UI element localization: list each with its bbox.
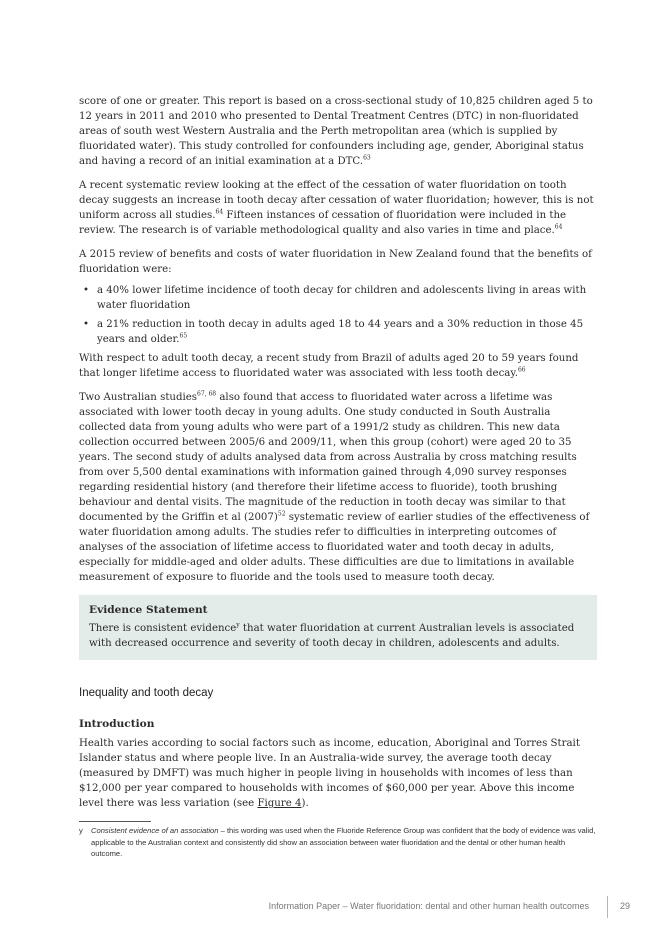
reference-superscript: 64 <box>215 208 224 216</box>
footnote-mark: y <box>79 826 83 835</box>
paragraph-cross-sectional-study <box>79 94 597 169</box>
footnote-text: – this wording was used when the Fluoride Reference Group was confident that the body of evidence was valid, applicable to the Australian context and consistently did show an association between water fluoridation and the dental or other human health outcome. <box>91 826 596 858</box>
paragraph-health-inequality <box>79 736 597 811</box>
list-item-text: a 21% reduction in tooth decay in adults aged 18 to 44 years and a 30% reduction in those 45 years and older. <box>97 319 584 345</box>
paragraph-brazil-study <box>79 351 597 381</box>
evidence-statement-text <box>89 621 587 651</box>
reference-superscript: 65 <box>179 332 188 340</box>
paragraph-text: score of one or greater. This report is based on a cross-sectional study of 10,825 children aged 5 to 12 years in 2011 and 2010 who presented to Dental Treatment Centres (DTC) in non-fluoridated areas of south west Western Australia and the Perth metropolitan area (which is supplied by fluoridated water). This study controlled for confounders including age, gender, Aboriginal status and having a record of an initial examination at a DTC. <box>79 96 593 167</box>
footer-document-title: Information Paper – Water fluoridation: dental and other human health outcomes <box>268 901 589 911</box>
paragraph-new-zealand-review: A 2015 review of benefits and costs of water fluoridation in New Zealand found that the benefits of fluoridation were: <box>79 249 592 275</box>
footnote <box>79 825 597 860</box>
section-heading: Inequality and tooth decay <box>79 687 214 699</box>
evidence-text: that water fluoridation at current Australian levels is associated with decreased occurrence and severity of tooth decay in children, adolescents and adults. <box>89 623 575 649</box>
reference-superscript: 66 <box>517 366 526 374</box>
paragraph-systematic-review <box>79 178 597 238</box>
footnote-divider <box>79 821 151 822</box>
paragraph-australian-studies <box>79 390 597 585</box>
bullet-icon: • <box>83 285 90 296</box>
evidence-statement-box <box>79 595 597 660</box>
paragraph-text: With respect to adult tooth decay, a recent study from Brazil of adults aged 20 to 59 years found that longer lifetime access to fluoridated water was associated with less tooth decay. <box>79 353 579 379</box>
footnote-term: Consistent evidence of an association <box>91 826 219 835</box>
page-content <box>79 94 597 860</box>
bullet-icon: • <box>83 319 90 330</box>
paragraph-text: Health varies according to social factors such as income, education, Aboriginal and Torres Strait Islander status and where people live. In an Australia-wide survey, the average tooth decay (measured by DMFT) was much higher in people living in households with incomes of less than $12,000 per year compared to households with incomes of $60,000 per year. Above this income level there was less variation (see <box>79 738 580 809</box>
paragraph-text: Fifteen instances of cessation of fluoridation were included in the review. The research is of variable methodological quality and also varies in time and place. <box>79 210 567 236</box>
reference-superscript: 52 <box>277 510 286 518</box>
footnote-marker: y <box>236 621 240 629</box>
reference-superscript: 63 <box>363 154 371 162</box>
paragraph-text: also found that access to fluoridated water across a lifetime was associated with lower tooth decay in young adults. One study conducted in South Australia collected data from young adults who were part of a 1991/2 study as children. This new data collection occurred between 2005/6 and 2009/11, when this group (cohort) were aged 20 to 35 years. The second study of adults analysed data from across Australia by cross matching results from over 5,500 dental examinations with information gained through 4,090 survey responses regarding residential history (and therefore their lifetime access to fluoride), tooth brushing behaviour and dental visits. The magnitude of the reduction in tooth decay was similar to that documented by the Griffin et al (2007) <box>79 392 577 523</box>
paragraph-text: Two Australian studies <box>79 392 198 403</box>
evidence-text: There is consistent evidence <box>89 623 237 634</box>
evidence-statement-title: Evidence Statement <box>89 604 208 616</box>
list-item <box>79 317 597 347</box>
benefits-list <box>79 283 597 347</box>
reference-superscript: 67, 68 <box>197 390 217 398</box>
figure-4-link[interactable]: Figure 4 <box>257 798 302 809</box>
subsection-heading: Introduction <box>79 718 155 730</box>
list-item <box>79 283 597 313</box>
paragraph-text: systematic review of earlier studies of the effectiveness of water fluoridation among adults. The studies refer to difficulties in interpreting outcomes of analyses of the association of lifetime access to fluoridated water and tooth decay in adults, especially for middle-aged and older adults. These difficulties are due to limitations in available measurement of exposure to fluoride and the tools used to measure tooth decay. <box>79 512 590 583</box>
paragraph-text: A recent systematic review looking at the effect of the cessation of water fluoridation on tooth decay suggests an increase in tooth decay after cessation of water fluoridation; however, this is not uniform across all studies. <box>79 180 594 221</box>
paragraph-text: ). <box>301 798 309 809</box>
footer-divider <box>607 896 608 918</box>
list-item-text: a 40% lower lifetime incidence of tooth decay for children and adolescents living in areas with water fluoridation <box>97 285 587 311</box>
page-number: 29 <box>620 901 631 911</box>
reference-superscript: 64 <box>554 223 563 231</box>
page-footer <box>0 896 662 926</box>
